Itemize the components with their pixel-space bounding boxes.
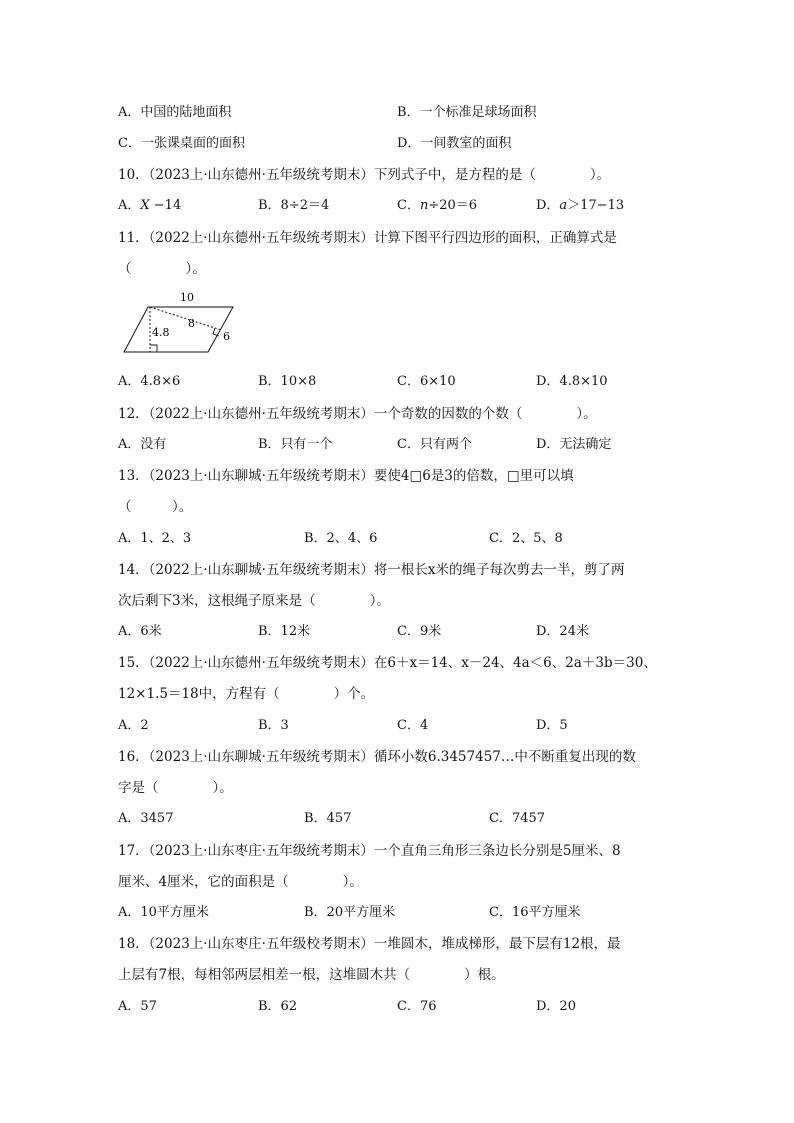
right-angle-mark: [150, 345, 157, 352]
q18-stem-line1: 18．（2023上·山东枣庄·五年级校考期末）一堆圆木，堆成梯形，最下层有12根，最: [118, 936, 621, 952]
q16-option-a: A．3457: [118, 811, 174, 826]
label-diagonal: 8: [188, 317, 195, 330]
q14-option-b: B．12米: [258, 624, 311, 639]
q14-option-c: C．9米: [397, 624, 442, 639]
q11-option-c: C．6×10: [397, 374, 456, 389]
q14-option-d: D．24米: [536, 624, 589, 639]
q12-option-c: C．只有两个: [397, 437, 472, 452]
q18-option-c: C．76: [397, 999, 437, 1014]
q13-option-a: A．1、2、3: [118, 531, 192, 546]
q17-option-b: B．20平方厘米: [304, 905, 396, 920]
q17-option-c: C．16平方厘米: [489, 905, 581, 920]
q9-option-d: D．一间教室的面积: [397, 136, 512, 151]
q16-stem-line2: 字是（ ）。: [118, 780, 233, 796]
q15-option-d: D．5: [536, 718, 568, 733]
q9-option-c: C．一张课桌面的面积: [118, 136, 245, 151]
q10-option-c: C．𝑛÷20＝6: [397, 198, 478, 213]
q18-option-d: D．20: [536, 999, 576, 1014]
q13-stem-line1: 13．（2023上·山东聊城·五年级统考期末）要使4□6是3的倍数，□里可以填: [118, 468, 574, 484]
q13-option-c: C．2、5、8: [489, 531, 563, 546]
q15-option-a: A．2: [118, 718, 149, 733]
q10-stem: 10．（2023上·山东德州·五年级统考期末）下列式子中，是方程的是（ ）。: [118, 167, 611, 183]
q16-option-c: C．7457: [489, 811, 546, 826]
q12-option-d: D．无法确定: [536, 437, 612, 452]
label-height: 4.8: [152, 326, 170, 339]
q16-option-b: B．457: [304, 811, 352, 826]
q10-option-b: B．8÷2＝4: [258, 198, 330, 213]
q11-stem-line1: 11．（2022上·山东德州·五年级统考期末）计算下图平行四边形的面积，正确算式是: [118, 230, 617, 246]
q17-stem-line1: 17．（2023上·山东枣庄·五年级统考期末）一个直角三角形三条边长分别是5厘米、8: [118, 843, 621, 859]
q14-stem-line2: 次后剩下3米，这根绳子原来是（ ）。: [118, 593, 390, 609]
q9-option-a: A．中国的陆地面积: [118, 105, 232, 120]
q10-option-d: D．𝑎＞17−13: [536, 198, 625, 213]
q12-stem: 12．（2022上·山东德州·五年级统考期末）一个奇数的因数的个数（ ）。: [118, 406, 597, 422]
q15-option-b: B．3: [258, 718, 289, 733]
q14-stem-line1: 14．（2022上·山东聊城·五年级统考期末）将一根长x米的绳子每次剪去一半，剪了两: [118, 562, 625, 578]
q16-stem-line1: 16．（2023上·山东聊城·五年级统考期末）循环小数6.3457457…中不断重复出现的数: [118, 749, 636, 765]
label-side: 6: [223, 330, 230, 343]
parallelogram-outline: [124, 307, 233, 352]
q9-option-b: B．一个标准足球场面积: [397, 105, 537, 120]
q12-option-a: A．没有: [118, 437, 167, 452]
q12-option-b: B．只有一个: [258, 437, 333, 452]
q17-stem-line2: 厘米、4厘米，它的面积是（ ）。: [118, 874, 363, 890]
q11-stem-line2: （ ）。: [118, 261, 206, 277]
q13-stem-line2: （ ）。: [118, 499, 193, 515]
q18-option-b: B．62: [258, 999, 298, 1014]
q10-option-a: A．𝑋 −14: [118, 198, 182, 213]
label-top: 10: [180, 291, 194, 304]
parallelogram-figure: [118, 290, 248, 356]
q18-option-a: A．57: [118, 999, 157, 1014]
q18-stem-line2: 上层有7根，每相邻两层相差一根，这堆圆木共（ ）根。: [118, 967, 505, 983]
q14-option-a: A．6米: [118, 624, 162, 639]
q15-stem-line1: 15．（2022上·山东德州·五年级统考期末）在6＋x＝14、x－24、4a＜6、2a＋3b＝30、: [118, 655, 657, 671]
q13-option-b: B．2、4、6: [304, 531, 378, 546]
q15-stem-line2: 12×1.5＝18中，方程有（ ）个。: [118, 686, 375, 702]
q11-option-a: A．4.8×6: [118, 374, 181, 389]
q11-option-b: B．10×8: [258, 374, 317, 389]
q11-option-d: D．4.8×10: [536, 374, 608, 389]
q15-option-c: C．4: [397, 718, 429, 733]
q17-option-a: A．10平方厘米: [118, 905, 209, 920]
